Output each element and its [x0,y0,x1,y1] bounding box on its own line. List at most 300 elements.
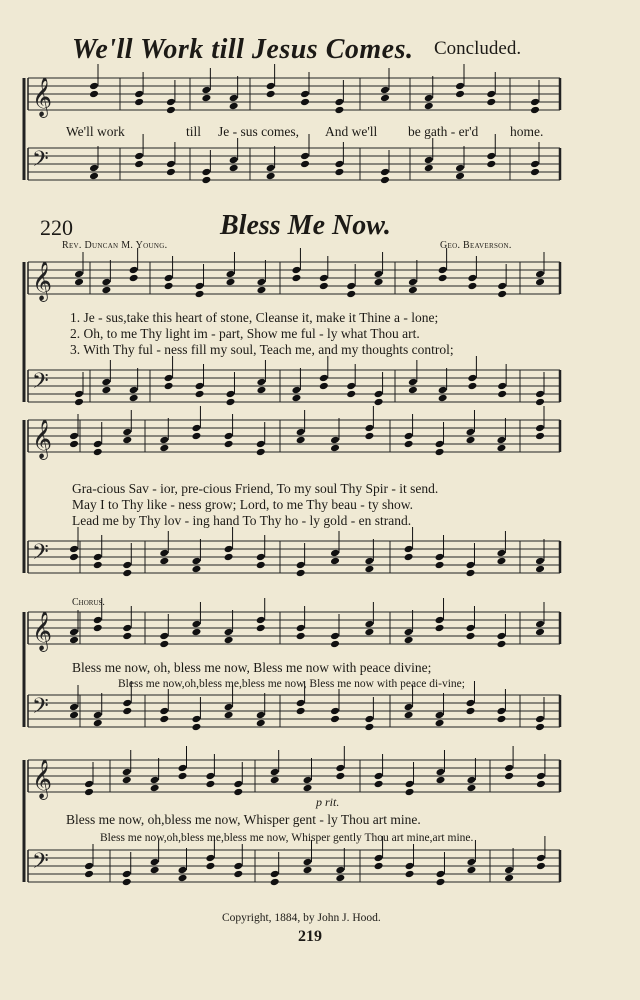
note-head [535,398,545,407]
hymn-number: 220 [40,215,73,240]
note-head [536,772,546,781]
note-head [201,176,211,185]
note-head [226,270,236,279]
note-head [296,436,306,445]
note-head [150,776,160,785]
page-number: 219 [298,928,322,945]
note-head [335,866,345,875]
note-head [364,557,374,566]
chorus-line-2-bass: Bless me now,oh,bless me,bless me now, Whisper gently Thou art mine,art mine. [100,832,474,844]
note-head [270,768,280,777]
note-head [74,278,84,287]
note-head [303,858,313,867]
bass-clef-icon: 𝄢 [32,147,49,177]
note-head [404,711,414,720]
note-head [436,878,446,887]
note-head [530,160,540,169]
note-head [256,440,266,449]
note-head [334,106,344,115]
note-head [374,854,384,863]
note-head [229,156,239,165]
note-head [256,448,266,457]
note-head [159,632,169,641]
note-head [93,624,103,633]
treble-clef-icon: 𝄞 [32,77,53,117]
note-head [84,870,94,879]
note-head [122,436,132,445]
note-head [89,164,99,173]
note-head [129,274,139,283]
note-head [122,632,132,641]
note-head [122,699,132,708]
note-head [319,382,329,391]
note-head [435,624,445,633]
note-head [497,282,507,291]
note-head [150,784,160,793]
note-head [497,382,507,391]
note-head [256,719,266,728]
note-head [159,557,169,566]
note-head [455,90,465,99]
note-head [134,152,144,161]
note-head [291,266,301,275]
note-head [497,390,507,399]
note-head [195,390,205,399]
note-head [424,164,434,173]
note-head [178,764,188,773]
note-head [101,286,111,295]
note-head [159,715,169,724]
note-head [229,102,239,111]
note-head [266,82,276,91]
note-head [89,90,99,99]
note-head [424,156,434,165]
previous-hymn-title: We'll Work till Jesus Comes. [72,34,414,65]
note-head [466,707,476,716]
verse-3-line-2: Lead me by Thy lov - ing hand To Thy ho - ly gold - en strand. [72,513,412,528]
bass-clef-icon: 𝄢 [32,540,49,570]
note-head [195,382,205,391]
note-head [93,711,103,720]
note-head [435,553,445,562]
note-head [530,168,540,177]
note-head [195,290,205,299]
note-head [438,274,448,283]
note-head [74,398,84,407]
note-head [466,699,476,708]
note-head [224,636,234,645]
note-head [380,86,390,95]
chorus-label: Chorus. [72,597,105,608]
note-head [466,776,476,785]
note-head [404,628,414,637]
note-head [178,874,188,883]
note-head [466,866,476,875]
note-head [266,172,276,181]
note-head [201,94,211,103]
note-head [319,274,329,283]
note-head [233,788,243,797]
note-head [405,780,415,789]
note-head [497,290,507,299]
note-head [164,282,174,291]
note-head [93,616,103,625]
note-head [455,172,465,181]
note-head [404,703,414,712]
note-head [300,152,310,161]
note-head [330,444,340,453]
note-head [266,90,276,99]
note-head [438,394,448,403]
note-head [166,168,176,177]
note-head [467,382,477,391]
note-head [374,862,384,871]
note-head [178,866,188,875]
note-head [69,636,79,645]
note-head [496,715,506,724]
note-head [467,374,477,383]
bass-clef-icon: 𝄢 [32,694,49,724]
note-head [191,723,201,732]
note-head [374,270,384,279]
note-head [466,569,476,578]
note-head [191,565,201,574]
note-head [69,432,79,441]
note-head [164,374,174,383]
note-head [256,561,266,570]
verse-3-line-1: 3. With Thy ful - ness fill my soul, Teach me, and my thoughts control; [70,342,454,357]
note-head [296,561,306,570]
note-head [205,854,215,863]
verse-2-line-1: 2. Oh, to me Thy light im - part, Show me ful - ly what Thou art. [70,326,420,341]
note-head [335,772,345,781]
note-head [201,86,211,95]
note-head [435,440,445,449]
prev-lyric-1: We'll work [66,124,125,139]
chorus-line-1: Bless me now, oh, bless me now, Bless me now with peace divine; [72,660,432,675]
note-head [69,628,79,637]
note-head [535,565,545,574]
note-head [536,854,546,863]
note-head [233,870,243,879]
note-head [256,386,266,395]
note-head [159,436,169,445]
note-head [224,553,234,562]
note-head [229,164,239,173]
note-head [84,788,94,797]
note-head [535,270,545,279]
note-head [74,390,84,399]
note-head [226,398,236,407]
note-head [205,862,215,871]
note-head [256,616,266,625]
note-head [159,640,169,649]
note-head [256,553,266,562]
note-head [467,274,477,283]
note-head [224,440,234,449]
note-head [496,632,506,641]
note-head [330,715,340,724]
note-head [233,780,243,789]
note-head [364,565,374,574]
note-head [346,382,356,391]
treble-clef-icon: 𝄞 [32,759,53,799]
note-head [84,780,94,789]
note-head [205,780,215,789]
note-head [69,703,79,712]
note-head [69,553,79,562]
note-head [496,557,506,566]
note-head [224,711,234,720]
note-head [303,866,313,875]
note-head [346,390,356,399]
note-head [535,715,545,724]
note-head [404,553,414,562]
note-head [150,866,160,875]
note-head [89,172,99,181]
note-head [122,569,132,578]
note-head [129,394,139,403]
note-head [380,176,390,185]
note-head [101,386,111,395]
note-head [122,870,132,879]
note-head [256,378,266,387]
note-head [466,784,476,793]
note-head [364,715,374,724]
note-head [346,282,356,291]
note-head [166,98,176,107]
note-head [229,94,239,103]
note-head [404,440,414,449]
note-head [296,428,306,437]
note-head [296,569,306,578]
note-head [374,278,384,287]
note-head [374,390,384,399]
note-head [256,286,266,295]
note-head [159,444,169,453]
note-head [380,94,390,103]
note-head [374,772,384,781]
note-head [166,160,176,169]
note-head [405,870,415,879]
note-head [380,168,390,177]
note-head [404,545,414,554]
note-head [226,390,236,399]
treble-clef-icon: 𝄞 [32,261,53,301]
note-head [334,168,344,177]
note-head [436,870,446,879]
note-head [159,549,169,558]
note-head [319,374,329,383]
note-head [303,776,313,785]
note-head [466,561,476,570]
note-head [504,874,514,883]
note-head [101,278,111,287]
note-head [226,278,236,287]
chorus-line-1-bass: Bless me now,oh,bless me,bless me now, Bless me now with peace di-vine; [118,678,465,690]
note-head [195,282,205,291]
note-head [134,90,144,99]
note-head [486,152,496,161]
prev-lyric-6: home. [510,124,544,139]
note-head [408,278,418,287]
chorus-line-2: Bless me now, oh,bless me now, Whisper gent - ly Thou art mine. [66,812,421,827]
note-head [101,378,111,387]
note-head [84,862,94,871]
note-head [455,82,465,91]
note-head [191,628,201,637]
note-head [408,378,418,387]
note-head [256,278,266,287]
note-head [364,628,374,637]
note-head [296,699,306,708]
note-head [364,432,374,441]
note-head [191,557,201,566]
note-head [535,628,545,637]
note-head [436,776,446,785]
note-head [122,878,132,887]
note-head [256,711,266,720]
note-head [334,98,344,107]
verse-2-line-2: May I to Thy like - ness grow; Lord, to me Thy beau - ty show. [72,497,413,512]
note-head [330,707,340,716]
verse-1-line-1: 1. Je - sus,take this heart of stone, Cleanse it, make it Thine a - lone; [70,310,439,325]
prev-lyric-5: be gath - er'd [408,124,479,139]
note-head [224,432,234,441]
note-head [530,106,540,115]
note-head [93,553,103,562]
composer-credit: Geo. Beaverson. [440,240,512,251]
author-credit: Rev. Duncan M. Young. [62,240,168,251]
note-head [93,440,103,449]
note-head [330,557,340,566]
note-head [164,382,174,391]
note-head [535,557,545,566]
note-head [486,160,496,169]
note-head [535,432,545,441]
note-head [300,90,310,99]
note-head [300,160,310,169]
bass-clef-icon: 𝄢 [32,369,49,399]
note-head [159,707,169,716]
note-head [467,282,477,291]
note-head [291,394,301,403]
note-head [535,424,545,433]
note-head [191,715,201,724]
note-head [270,870,280,879]
note-head [205,772,215,781]
concluded-label: Concluded. [434,38,522,59]
note-head [224,545,234,554]
note-head [296,632,306,641]
note-head [129,266,139,275]
prev-lyric-4: And we'll [325,124,378,139]
note-head [364,723,374,732]
note-head [93,448,103,457]
note-head [405,862,415,871]
note-head [408,286,418,295]
note-head [93,561,103,570]
note-head [134,98,144,107]
prev-lyric-3: Je - sus comes, [218,124,299,139]
note-head [435,719,445,728]
note-head [122,624,132,633]
note-head [504,772,514,781]
copyright-notice: Copyright, 1884, by John J. Hood. [222,912,381,924]
note-head [346,290,356,299]
note-head [122,707,132,716]
note-head [435,561,445,570]
note-head [486,90,496,99]
note-head [496,707,506,716]
note-head [335,764,345,773]
note-head [405,788,415,797]
note-head [535,278,545,287]
note-head [291,386,301,395]
note-head [408,386,418,395]
note-head [364,620,374,629]
note-head [330,436,340,445]
note-head [335,874,345,883]
note-head [296,707,306,716]
note-head [300,98,310,107]
note-head [535,390,545,399]
note-head [178,772,188,781]
treble-clef-icon: 𝄞 [32,419,53,459]
note-head [455,164,465,173]
note-head [330,640,340,649]
note-head [435,711,445,720]
note-head [266,164,276,173]
note-head [530,98,540,107]
note-head [164,274,174,283]
note-head [435,616,445,625]
note-head [122,768,132,777]
note-head [424,94,434,103]
note-head [270,878,280,887]
note-head [438,266,448,275]
note-head [404,636,414,645]
bass-clef-icon: 𝄢 [32,849,49,879]
note-head [536,780,546,789]
note-head [224,703,234,712]
hymn-title: Bless Me Now. [220,210,391,241]
note-head [435,448,445,457]
note-head [296,624,306,633]
note-head [201,168,211,177]
note-head [134,160,144,169]
note-head [330,549,340,558]
note-head [303,784,313,793]
note-head [466,632,476,641]
note-head [89,82,99,91]
note-head [330,632,340,641]
note-head [496,640,506,649]
note-head [374,398,384,407]
note-head [436,768,446,777]
note-head [466,858,476,867]
note-head [466,428,476,437]
note-head [122,428,132,437]
note-head [291,274,301,283]
prev-lyric-2: till [186,124,202,139]
note-head [256,624,266,633]
note-head [486,98,496,107]
note-head [496,436,506,445]
note-head [438,386,448,395]
note-head [374,780,384,789]
note-head [535,620,545,629]
